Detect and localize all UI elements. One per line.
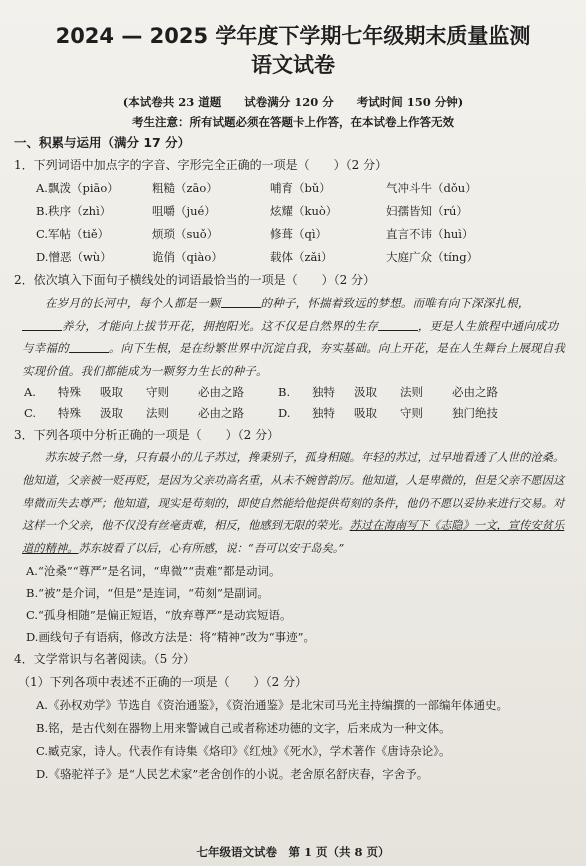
q3-option-d: D.画线句子有语病，修改方法是：将“精神”改为“事迹”。	[26, 630, 315, 645]
exam-notice: 考生注意：所有试题必须在答题卡上作答，在本试卷上作答无效	[132, 115, 454, 129]
q1-option-cell: 气冲斗牛（dǒu）	[386, 181, 477, 195]
exam-info: (本试卷共 23 道题 试卷满分 120 分 考试时间 150 分钟)	[122, 95, 464, 109]
q1-option-cell: 烦琐（suǒ）	[152, 227, 219, 241]
q4-option-c: C.臧克家，诗人。代表作有诗集《烙印》《红烛》《死水》，学术著作《唐诗杂论》。	[36, 744, 451, 759]
exam-subject-title: 语文试卷	[251, 53, 335, 77]
q1-option-cell: 粗糙（zāo）	[152, 181, 218, 195]
q1-option-cell: 直言不讳（huì）	[386, 227, 474, 241]
q1-option-cell: 炫耀（kuò）	[270, 204, 338, 218]
q1-option-cell: 载体（zǎi）	[270, 250, 333, 264]
q1-option-cell: 修葺（qì）	[270, 227, 328, 241]
q1-option-cell: D.憎恶（wù）	[36, 250, 112, 264]
fill-blank	[221, 296, 261, 308]
question-2-choices-row: C. 特殊 汲取 法则 必由之路 D. 独特 吸取 守则 独门绝技	[24, 406, 498, 421]
question-2-passage: 在岁月的长河中，每个人都是一颗 的种子，怀揣着致远的梦想。而唯有向下深深扎根，养分，才能向上拔节开花，拥抱阳光。这不仅是自然界的生存 ，更是人生旅程中通向成功与幸福的 。向下生根，是在纷繁世界中沉淀自我，夯实基础。向上开花，是在人生舞台上展现自我实现价值。我们都能成为一颗努力生长的种子。	[22, 296, 566, 378]
q3-option-a: A.“沧桑”“尊严”是名词，“卑微”“责难”都是动词。	[26, 564, 281, 579]
q4-option-a: A.《孙权劝学》节选自《资治通鉴》，《资治通鉴》是北宋司马光主持编撰的一部编年体通史。	[36, 698, 508, 713]
underlined-sentence: 苏过在海南写下《志隐》一文，宣传安贫乐道的精神。	[22, 519, 565, 555]
q4-option-d: D.《骆驼祥子》是“人民艺术家”老舍创作的小说。老舍原名舒庆春，字舍予。	[36, 767, 429, 782]
question-2-stem: 2．依次填入下面句子横线处的词语最恰当的一项是（ ）（2 分）	[14, 273, 376, 287]
question-4-stem: 4．文学常识与名著阅读。（5 分）	[14, 652, 196, 667]
exam-title: 2024 — 2025 学年度下学期七年级期末质量监测	[55, 24, 531, 48]
q1-option-cell: B.秩序（zhì）	[36, 204, 112, 218]
question-4-sub1: （1）下列各项中表述不正确的一项是（ ）（2 分）	[18, 675, 308, 690]
fill-blank	[378, 319, 418, 331]
question-1-stem: 1．下列词语中加点字的字音、字形完全正确的一项是（ ）（2 分）	[14, 158, 388, 172]
question-1-options	[14, 177, 572, 269]
q1-option-cell: 哺育（bǔ）	[270, 181, 331, 195]
fill-blank	[22, 319, 62, 331]
section-heading: 一、积累与运用（满分 17 分）	[14, 135, 191, 150]
question-3-passage: 苏东坡子然一身，只有最小的儿子苏过，搀秉别子，孤身相随。年轻的苏过，过早地看透了人世的沧桑。他知道，父亲被一贬再贬，是因为父亲功高名重，从未不婉曾韵厉。他知道，人是卑微的，但是父亲不愿因这卑微而失去尊严；他知道，现实是苟刻的，即使自然能给他提供苟刻的条件，他仍不愿以妥协来进行交易。对这样一个父亲，他不仅没有丝毫责难，相反，他感到无限的荣光。苏过在海南写下《志隐》一文，宣传安贫乐道的精神。苏东坡看了以后，心有所感，说：“吾可以安于岛矣。”	[22, 451, 565, 555]
q1-option-cell: 妇孺皆知（rú）	[386, 204, 468, 218]
q3-option-b: B.“被”是介词，“但是”是连词，“苟刻”是副词。	[26, 586, 269, 601]
q1-option-cell: C.军帖（tiě）	[36, 227, 110, 241]
q1-option-cell: 大庭广众（tíng）	[386, 250, 479, 264]
fill-blank	[69, 341, 109, 353]
page-footer: 七年级语文试卷 第 1 页（共 8 页）	[196, 845, 390, 859]
q1-option-cell: 咀嚼（jué）	[152, 204, 216, 218]
q3-option-c: C.“孤身相随”是偏正短语，“放弃尊严”是动宾短语。	[26, 608, 292, 623]
q1-option-cell: A.飘泼（piāo）	[36, 181, 119, 195]
q1-option-cell: 诡俏（qiào）	[152, 250, 223, 264]
q4-option-b: B.铭，是古代刻在器物上用来警诫自己或者称述功德的文字，后来成为一种文体。	[36, 721, 451, 736]
question-2-choices-row: A. 特殊 吸取 守则 必由之路 B. 独特 汲取 法则 必由之路	[24, 385, 498, 400]
question-3-stem: 3．下列各项中分析正确的一项是（ ）（2 分）	[14, 428, 280, 443]
